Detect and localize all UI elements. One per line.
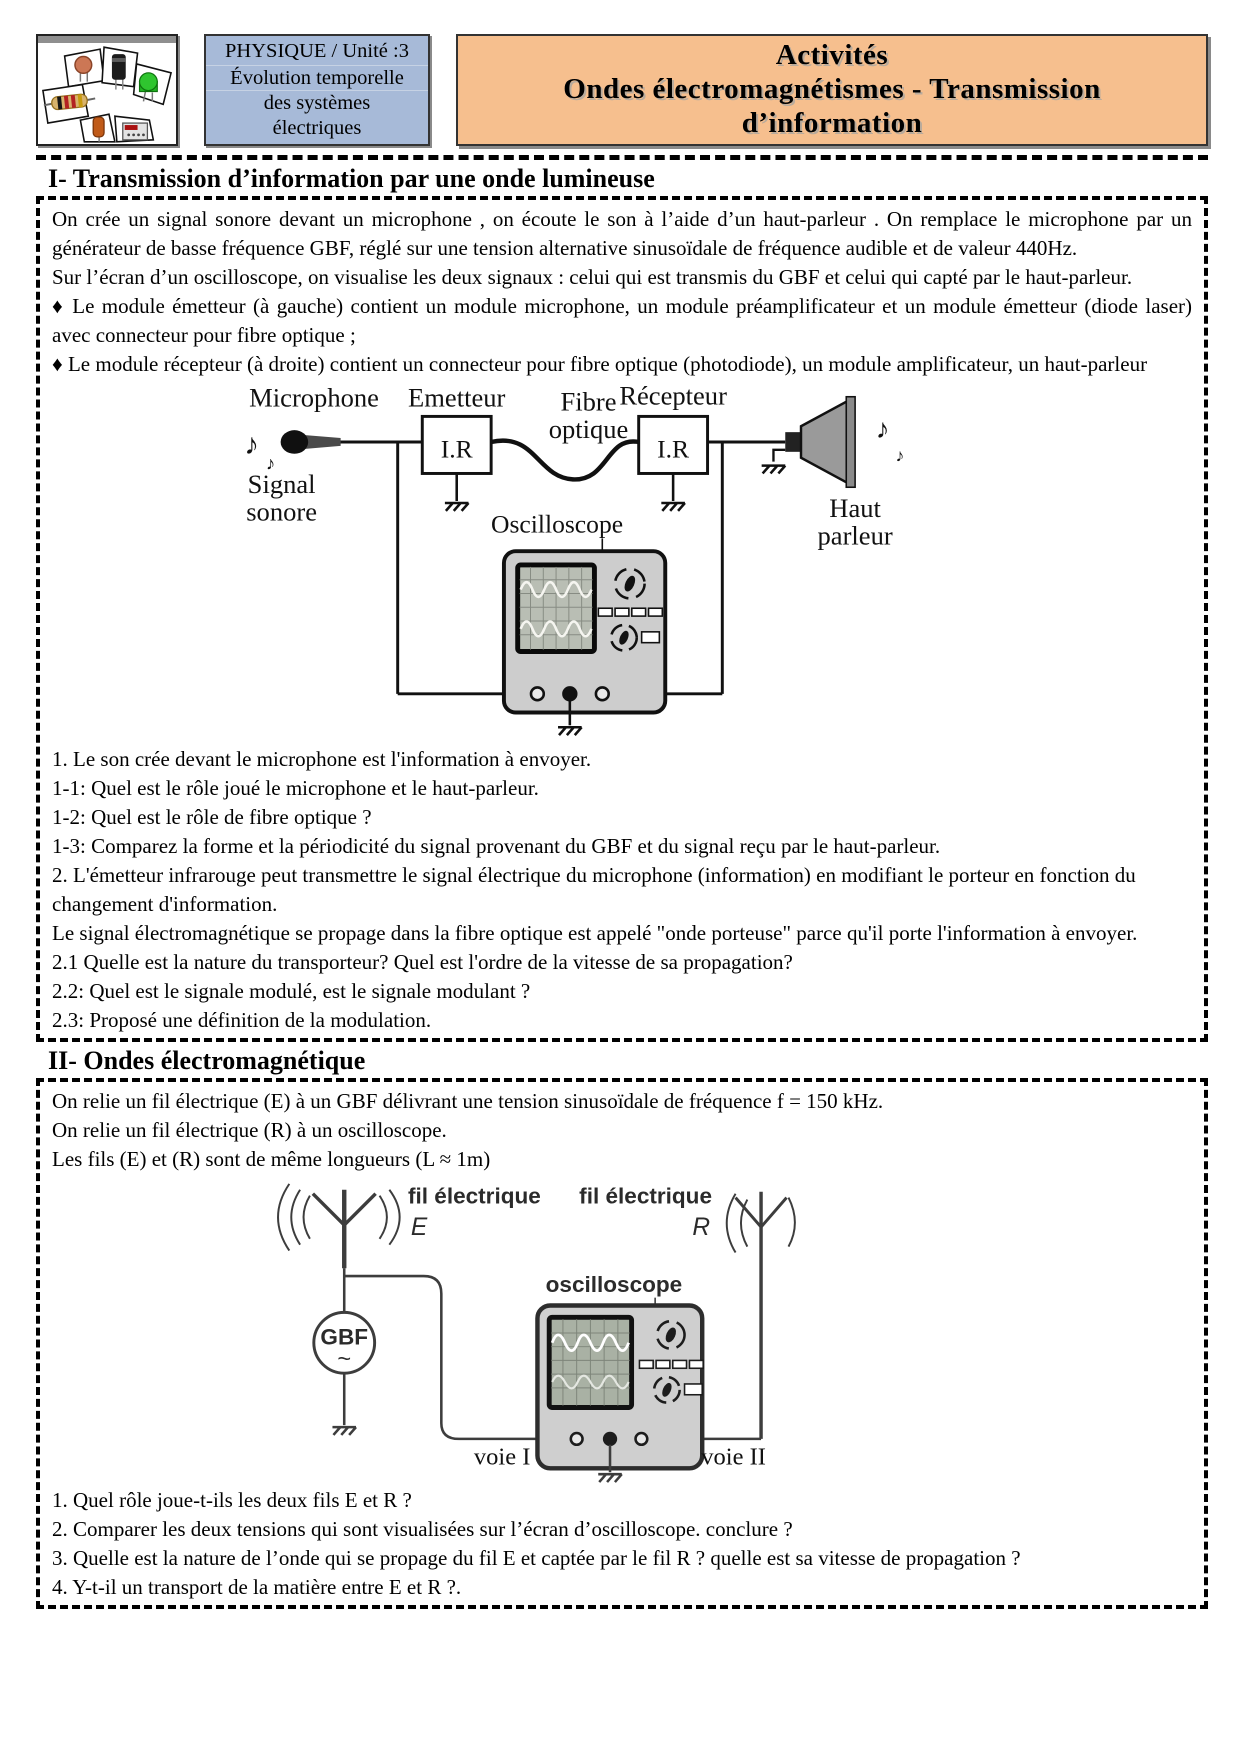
music-note-icon: ♪ <box>244 428 259 461</box>
electronic-components-icon <box>38 43 176 144</box>
music-note-icon: ♪ <box>895 445 905 466</box>
speaker-icon <box>773 397 855 488</box>
haut-parleur-label: Haut <box>829 492 881 523</box>
section1-bullet: ♦ Le module émetteur (à gauche) contient un module microphone, un module préamplificateur et un module émetteur (diode laser) avec connecteur pour fibre optique ; <box>52 294 1192 347</box>
unit-subject: PHYSIQUE / Unité :3 <box>206 39 428 66</box>
question: 1. Le son crée devant le microphone est l'information à envoyer. <box>52 747 592 771</box>
ground-icon <box>762 466 786 474</box>
question: 1-2: Quel est le rôle de fibre optique ? <box>52 805 372 829</box>
section1-questions <box>52 745 1192 1035</box>
antenna-e-icon <box>278 1184 400 1268</box>
section2-paragraph: On relie un fil électrique (E) à un GBF délivrant une tension sinusoïdale de fréquence f = 150 kHz. <box>52 1089 884 1113</box>
activity-title-box <box>456 34 1208 146</box>
signal-sonore-label: sonore <box>246 496 318 527</box>
gbf-icon <box>314 1312 375 1373</box>
question: 4. Y-t-il un transport de la matière entre E et R ?. <box>52 1575 462 1599</box>
emetteur-label: Emetteur <box>408 382 506 413</box>
oscilloscope-label: oscilloscope <box>545 1271 683 1297</box>
section1-paragraph: On crée un signal sonore devant un microphone , on écoute le son à l’aide d’un haut-parleur . On remplace le microphone par un générateur de basse fréquence GBF, réglé sur une tension alternative sinusoïdale de fréquence audible et de valeur 440Hz. <box>52 207 1192 260</box>
section1-paragraph: Sur l’écran d’un oscilloscope, on visualise les deux signaux : celui qui est transmis du GBF et celui qui capté par le haut-parleur. <box>52 265 1133 289</box>
question: 2.3: Proposé une définition de la modulation. <box>52 1008 432 1032</box>
fibre-optique-label: optique <box>548 414 629 445</box>
haut-parleur-label: parleur <box>817 520 893 551</box>
activity-title-line2: d’information <box>741 107 923 139</box>
section2-box <box>36 1078 1208 1609</box>
section1-bullet: ♦ Le module récepteur (à droite) contient un connecteur pour fibre optique (photodiode), un module amplificateur, un haut-parleur <box>52 352 1148 376</box>
logo-top-strip <box>38 36 176 43</box>
fil-e-label: E <box>410 1213 428 1241</box>
header <box>36 34 1208 146</box>
section1-title: I- Transmission d’information par une onde lumineuse <box>48 164 655 193</box>
question: 3. Quelle est la nature de l’onde qui se propage du fil E et captée par le fil R ? quelle est sa vitesse de propagation ? <box>52 1546 1021 1570</box>
optical-transmission-diagram <box>210 381 910 743</box>
microphone-label: Microphone <box>249 382 379 413</box>
question: 1-3: Comparez la forme et la périodicité du signal provenant du GBF et du signal reçu par le haut-parleur. <box>52 834 941 858</box>
fil-electrique-r-label: fil électrique <box>579 1183 713 1209</box>
oscilloscope-icon <box>504 551 665 712</box>
gbf-label: GBF <box>320 1324 369 1350</box>
question: 1-1: Quel est le rôle joué le microphone et le haut-parleur. <box>52 776 539 800</box>
voie1-label: voie I <box>473 1443 531 1471</box>
voie2-label: voie II <box>701 1443 766 1471</box>
ir-label: I.R <box>657 434 690 464</box>
music-note-icon: ♪ <box>875 413 890 445</box>
sine-symbol: ~ <box>337 1345 352 1372</box>
receiver-box <box>639 416 708 473</box>
input-terminal <box>596 687 609 700</box>
oscilloscope-label: Oscilloscope <box>491 509 624 539</box>
fil-r-label: R <box>692 1213 711 1241</box>
input-terminal <box>571 1433 583 1445</box>
activity-kicker: Activités <box>775 39 889 71</box>
input-terminal <box>531 687 544 700</box>
section2-paragraph: On relie un fil électrique (R) à un oscilloscope. <box>52 1118 447 1142</box>
ir-label: I.R <box>440 434 473 464</box>
oscilloscope-icon <box>537 1306 703 1469</box>
signal-sonore-label: Signal <box>247 469 316 500</box>
question: 2.1 Quelle est la nature du transporteur? Quel est l'ordre de la vitesse de sa propagation? <box>52 950 793 974</box>
switch-icon <box>642 632 660 643</box>
unit-title-line3: électriques <box>272 116 362 139</box>
input-terminal <box>604 1433 616 1445</box>
school-logo <box>36 34 178 146</box>
question: 2. Comparer les deux tensions qui sont visualisées sur l’écran d’oscilloscope. conclure ? <box>52 1517 793 1541</box>
ground-icon <box>661 503 685 511</box>
microphone-icon <box>281 430 341 454</box>
input-terminal <box>636 1433 648 1445</box>
unit-title-line1: Évolution temporelle <box>206 66 428 92</box>
ground-icon <box>445 503 469 511</box>
section2-questions <box>52 1486 1192 1602</box>
question: 2.2: Quel est le signale modulé, est le signale modulant ? <box>52 979 531 1003</box>
unit-title-line2: des systèmes <box>263 92 371 115</box>
statement: Le signal électromagnétique se propage dans la fibre optique est appelé "onde porteuse" parce qu'il porte l'information à envoyer. <box>52 921 1138 945</box>
radio-wave-diagram <box>250 1178 870 1484</box>
question: 2. L'émetteur infrarouge peut transmettre le signal électrique du microphone (information) en modifiant le porteur en fonction du changement d'information. <box>52 863 1136 916</box>
input-terminal <box>563 687 576 700</box>
music-note-icon: ♪ <box>265 453 276 475</box>
ground-icon <box>332 1427 356 1435</box>
recepteur-label: Récepteur <box>619 381 727 411</box>
switch-icon <box>685 1384 703 1395</box>
fibre-optique-label: Fibre <box>560 386 617 417</box>
optical-fiber-wire <box>491 441 639 480</box>
ground-icon <box>598 1474 622 1482</box>
fil-electrique-e-label: fil électrique <box>407 1183 541 1209</box>
unit-info-box <box>204 34 430 146</box>
multimeter-icon <box>123 123 148 140</box>
question: 1. Quel rôle joue-t-ils les deux fils E et R ? <box>52 1488 412 1512</box>
antenna-r-icon <box>727 1192 795 1439</box>
section2-paragraph: Les fils (E) et (R) sont de même longueurs (L ≈ 1m) <box>52 1147 491 1171</box>
section2-title: II- Ondes électromagnétique <box>48 1046 366 1075</box>
activity-title-line1: Ondes électromagnétismes - Transmission <box>563 73 1101 105</box>
emitter-box <box>422 416 491 473</box>
section1-box <box>36 196 1208 1042</box>
ground-icon <box>558 727 582 735</box>
header-divider <box>36 155 1208 160</box>
